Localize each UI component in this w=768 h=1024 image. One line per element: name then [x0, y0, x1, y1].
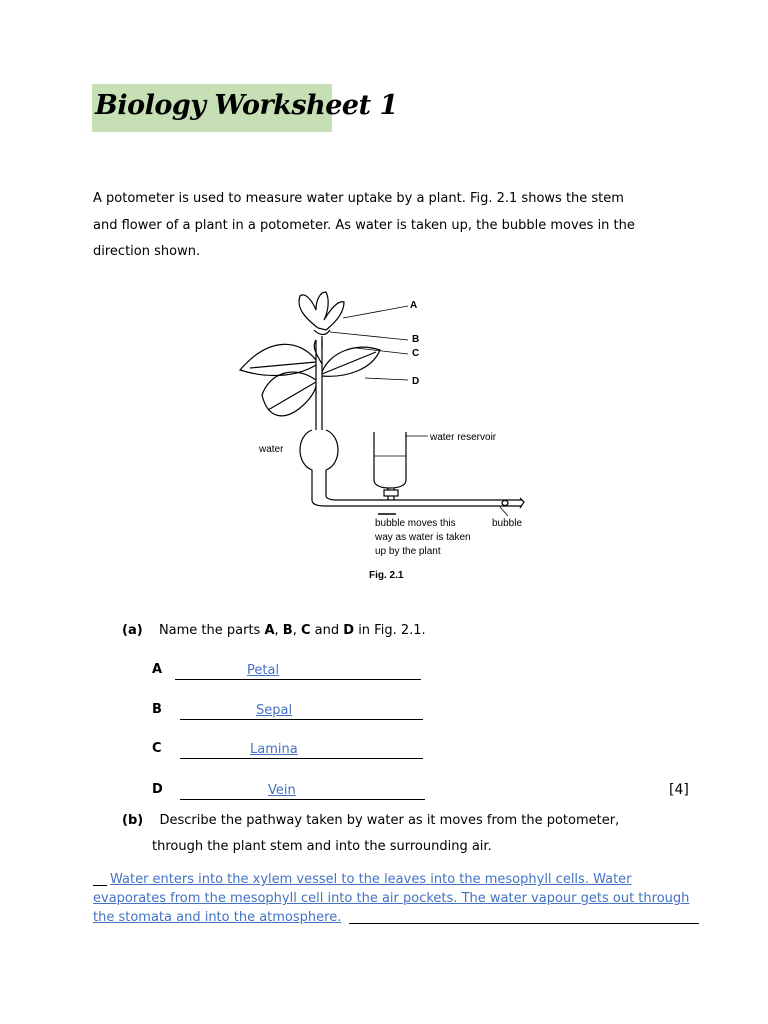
- part-c: C: [300, 623, 311, 638]
- question-a-label: (a): [122, 623, 143, 638]
- question-b: [122, 813, 619, 828]
- label-d: D: [412, 376, 420, 387]
- answer-rule: [93, 885, 107, 886]
- label-bubble: bubble: [492, 518, 523, 529]
- answer-field-d[interactable]: [180, 782, 425, 800]
- leaf-upper-left: [240, 344, 316, 375]
- answer-field-a[interactable]: [175, 662, 421, 680]
- answer-text-c: Lamina: [250, 742, 298, 757]
- question-a: (a) Name the parts A, B, C and D in Fig. 2.1.: [122, 623, 426, 638]
- intro-line: A potometer is used to measure water uptake by a plant. Fig. 2.1 shows the stem: [93, 191, 624, 206]
- label-bubble-moves: bubble moves this: [375, 518, 456, 529]
- answer-letter-c: C: [152, 741, 162, 756]
- label-bubble-moves: up by the plant: [375, 546, 441, 557]
- answer-letter-d: D: [152, 782, 163, 797]
- answer-b-line: the stomata and into the atmosphere.: [93, 910, 342, 925]
- answer-b-line: Water enters into the xylem vessel to the leaves into the mesophyll cells. Water: [110, 872, 632, 887]
- question-a-text: Name the parts: [158, 623, 265, 638]
- label-a: A: [410, 300, 418, 311]
- flower-sepal: [314, 330, 330, 335]
- part-b: B: [282, 623, 293, 638]
- label-b: B: [412, 334, 420, 345]
- bubble-shape: [502, 501, 508, 506]
- question-b-line2: through the plant stem and into the surrounding air.: [152, 839, 492, 854]
- figure-caption: Fig. 2.1: [369, 570, 404, 581]
- answer-text-d: Vein: [268, 783, 296, 798]
- answer-letter-b: B: [152, 702, 162, 717]
- worksheet-title: Biology Worksheet 1: [95, 90, 398, 121]
- answer-text-b: Sepal: [256, 703, 293, 718]
- intro-line: direction shown.: [93, 244, 201, 259]
- label-water: water: [259, 444, 284, 455]
- question-b-text: Describe the pathway taken by water as it moves from the potometer,: [159, 813, 620, 828]
- answer-field-b[interactable]: [180, 702, 423, 720]
- water-reservoir-vessel: [374, 432, 406, 488]
- label-c: C: [412, 348, 420, 359]
- label-water-reservoir: water reservoir: [430, 432, 497, 443]
- question-b-label: (b): [122, 813, 144, 828]
- part-d: D: [343, 623, 355, 638]
- answer-b-line: evaporates from the mesophyll cell into the air pockets. The water vapour gets out through: [93, 891, 690, 906]
- answer-text-a: Petal: [247, 663, 280, 678]
- flower-petals: [299, 292, 344, 330]
- answer-field-c[interactable]: [180, 741, 423, 759]
- marks-badge: [4]: [669, 782, 689, 798]
- intro-line: and flower of a plant in a potometer. As water is taken up, the bubble moves in the: [93, 217, 635, 233]
- label-bubble-moves: way as water is taken: [375, 532, 471, 543]
- answer-rule: [349, 923, 699, 924]
- answer-letter-a: A: [152, 662, 163, 677]
- part-a: A: [264, 623, 275, 638]
